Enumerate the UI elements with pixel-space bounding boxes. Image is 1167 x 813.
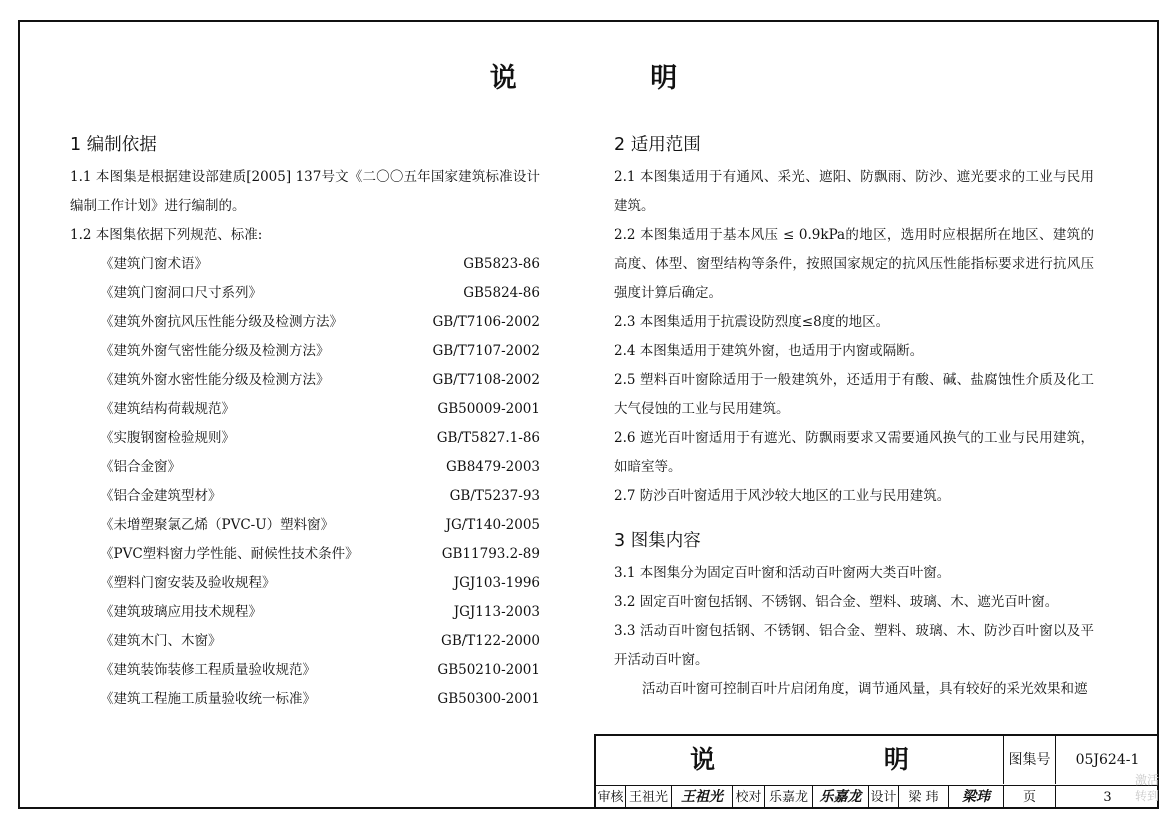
title-block-row-bottom [596, 786, 1159, 809]
standard-item [70, 395, 540, 424]
standard-name: 《铝合金建筑型材》 [100, 488, 222, 504]
standard-code: GB8479-2003 [446, 459, 540, 475]
standard-code: GB5823-86 [463, 256, 540, 272]
standard-name: 《建筑外窗水密性能分级及检测方法》 [100, 372, 330, 388]
paragraph-2-2: 2.2 本图集适用于基本风压 ≤ 0.9kPa的地区，选用时应根据所在地区、建筑的高度、体型、窗型结构等条件，按照国家规定的抗风压性能指标要求进行抗风压强度计算后确定。 [614, 227, 1094, 301]
standard-item [70, 453, 540, 482]
page-number: 3 [1103, 790, 1112, 805]
standard-item [70, 685, 540, 714]
paragraph-2-6: 2.6 遮光百叶窗适用于有遮光、防飘雨要求又需要通风换气的工业与民用建筑，如暗室等。 [614, 430, 1094, 475]
standard-code: GB11793.2-89 [441, 546, 540, 562]
page-label: 页 [1004, 786, 1056, 809]
standard-item [70, 366, 540, 395]
standard-name: 《建筑外窗抗风压性能分级及检测方法》 [100, 314, 343, 330]
standard-name: 《建筑装饰装修工程质量验收规范》 [100, 662, 316, 678]
section-2-heading: 2 适用范围 [614, 135, 701, 155]
standard-item [70, 540, 540, 569]
standard-name: 《建筑玻璃应用技术规程》 [100, 604, 262, 620]
standard-item [70, 627, 540, 656]
paragraph-1-2: 1.2 本图集依据下列规范、标准: [70, 227, 263, 243]
paragraph-3-4: 活动百叶窗可控制百叶片启闭角度，调节通风量，具有较好的采光效果和遮 [642, 681, 1088, 697]
standard-code: JGJ113-2003 [453, 604, 540, 620]
paragraph-2-4: 2.4 本图集适用于建筑外窗，也适用于内窗或隔断。 [614, 343, 924, 359]
standard-name: 《建筑门窗洞口尺寸系列》 [100, 285, 262, 301]
standard-name: 《塑料门窗安装及验收规程》 [100, 575, 276, 591]
checker-name: 乐嘉龙 [765, 786, 813, 809]
title-block-title: 说 明 [596, 736, 1004, 784]
left-column [70, 127, 540, 714]
standard-name: 《建筑工程施工质量验收统一标准》 [100, 691, 316, 707]
standard-item [70, 337, 540, 366]
standard-code: GB/T122-2000 [441, 633, 540, 649]
standard-name: 《建筑门窗术语》 [100, 256, 208, 272]
activation-watermark: 激活 转到 [1135, 773, 1160, 803]
standard-item [70, 482, 540, 511]
design-label: 设计 [869, 786, 899, 809]
standard-code: GB/T5827.1-86 [436, 430, 540, 446]
standard-item [70, 569, 540, 598]
paragraph-2-3: 2.3 本图集适用于抗震设防烈度≤8度的地区。 [614, 314, 890, 330]
section-3-heading: 3 图集内容 [614, 531, 701, 551]
paragraph-3-2: 3.2 固定百叶窗包括钢、不锈钢、铝合金、塑料、玻璃、木、遮光百叶窗。 [614, 594, 1059, 610]
standard-code: GB/T7106-2002 [432, 314, 540, 330]
standard-code: GB50009-2001 [437, 401, 540, 417]
reviewer-name: 王祖光 [626, 786, 672, 809]
standard-item [70, 511, 540, 540]
standard-code: JGJ103-1996 [453, 575, 540, 591]
standard-name: 《PVC塑料窗力学性能、耐候性技术条件》 [100, 546, 359, 562]
standard-item [70, 279, 540, 308]
checker-signature: 乐嘉龙 [813, 786, 869, 809]
right-column [614, 127, 1094, 704]
standard-name: 《实腹钢窗检验规则》 [100, 430, 235, 446]
section-1-heading: 1 编制依据 [70, 135, 157, 155]
standard-name: 《未增塑聚氯乙烯（PVC-U）塑料窗》 [100, 517, 335, 533]
paragraph-2-5: 2.5 塑料百叶窗除适用于一般建筑外，还适用于有酸、碱、盐腐蚀性介质及化工大气侵蚀的工业与民用建筑。 [614, 372, 1094, 417]
designer-name: 梁 玮 [899, 786, 949, 809]
standard-item [70, 656, 540, 685]
paragraph-3-1: 3.1 本图集分为固定百叶窗和活动百叶窗两大类百叶窗。 [614, 565, 951, 581]
standards-list [70, 250, 540, 714]
paragraph-2-7: 2.7 防沙百叶窗适用于风沙较大地区的工业与民用建筑。 [614, 488, 951, 504]
standard-name: 《铝合金窗》 [100, 459, 181, 475]
title-block-row-top [596, 736, 1159, 786]
standard-item [70, 424, 540, 453]
reviewer-signature: 王祖光 [672, 786, 733, 809]
check-label: 校对 [733, 786, 765, 809]
standard-code: GB5824-86 [463, 285, 540, 301]
standard-item [70, 598, 540, 627]
title-block [594, 734, 1159, 809]
paragraph-1-1: 1.1 本图集是根据建设部建质[2005] 137号文《二〇〇五年国家建筑标准设计编制工作计划》进行编制的。 [70, 169, 540, 214]
standard-item [70, 250, 540, 279]
page-title: 说 明 [489, 63, 740, 94]
standard-code: GB/T5237-93 [449, 488, 540, 504]
review-label: 审核 [596, 786, 626, 809]
standard-code: GB50210-2001 [437, 662, 540, 678]
paragraph-2-1: 2.1 本图集适用于有通风、采光、遮阳、防飘雨、防沙、遮光要求的工业与民用建筑。 [614, 169, 1094, 214]
atlas-number-label: 图集号 [1004, 736, 1056, 784]
standard-item [70, 308, 540, 337]
standard-name: 《建筑外窗气密性能分级及检测方法》 [100, 343, 330, 359]
standard-code: GB50300-2001 [437, 691, 540, 707]
standard-name: 《建筑木门、木窗》 [100, 633, 222, 649]
designer-signature: 梁玮 [949, 786, 1004, 809]
section-spacer [614, 511, 1094, 523]
atlas-number: 05J624-1 [1075, 752, 1140, 768]
standard-name: 《建筑结构荷载规范》 [100, 401, 235, 417]
standard-code: GB/T7107-2002 [432, 343, 540, 359]
standard-code: GB/T7108-2002 [432, 372, 540, 388]
standard-code: JG/T140-2005 [445, 517, 540, 533]
paragraph-3-3: 3.3 活动百叶窗包括钢、不锈钢、铝合金、塑料、玻璃、木、防沙百叶窗以及平开活动百叶窗。 [614, 623, 1094, 668]
